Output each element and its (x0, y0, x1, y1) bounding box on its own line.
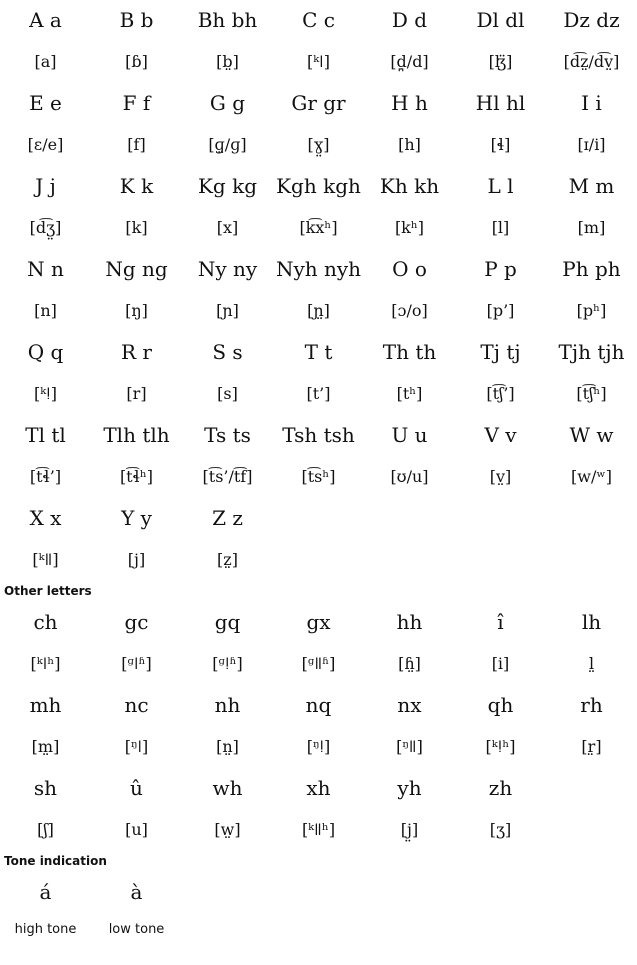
alphabet-letter: F f (122, 91, 151, 115)
alphabet-letter: X x (29, 506, 62, 530)
other-letter-ipa: [r̤] (581, 737, 602, 756)
alphabet-ipa: [t͡sʰ] (301, 467, 336, 486)
tone-label: low tone (108, 922, 165, 937)
other-letter-ipa: [ʒ] (489, 820, 512, 839)
alphabet-ipa: [d͡z̤/d͡v̤] (563, 52, 620, 71)
tone-indication-heading: Tone indication (4, 854, 107, 868)
alphabet-ipa: [ɣ̤] (307, 135, 330, 154)
alphabet-ipa: [t͡ɬʰ] (119, 467, 154, 486)
alphabet-ipa: [ᵏǁ] (32, 550, 59, 569)
alphabet-ipa: [x] (216, 218, 239, 237)
alphabet-letter: I i (581, 91, 602, 115)
other-letter-letter: yh (397, 776, 422, 800)
alphabet-letter: Th th (382, 340, 437, 364)
other-letter-letter: qh (487, 693, 514, 717)
alphabet-ipa: [t’] (306, 384, 331, 403)
empty-cell (546, 809, 637, 851)
alphabet-letter: N n (27, 257, 64, 281)
empty-cell (546, 539, 637, 581)
alphabet-ipa: [ɬ] (490, 135, 511, 154)
alphabet-ipa: [b̤] (216, 52, 239, 71)
alphabet-letter: Kg kg (197, 174, 258, 198)
alphabet-letter: B b (119, 8, 154, 32)
alphabet-letter: Dl dl (476, 8, 525, 32)
alphabet-letter: Tjh tjh (558, 340, 625, 364)
alphabet-ipa: [t͡ʃ’] (486, 384, 515, 403)
alphabet-ipa: [ʊ/u] (390, 467, 429, 486)
other-letter-ipa: l̤ (588, 654, 595, 673)
alphabet-ipa: [v̤] (489, 467, 512, 486)
alphabet-ipa: [h] (398, 135, 421, 154)
other-letter-letter: lh (581, 610, 602, 634)
alphabet-ipa: [r] (126, 384, 147, 403)
alphabet-letter: Dz dz (563, 8, 620, 32)
other-letter-letter: xh (306, 776, 331, 800)
alphabet-ipa: [f] (127, 135, 146, 154)
alphabet-letter: Tj tj (480, 340, 521, 364)
other-letter-ipa: [ᵏǁʰ] (301, 820, 336, 839)
alphabet-ipa: [ɛ/e] (27, 135, 64, 154)
other-letter-letter: û (130, 776, 143, 800)
other-letter-ipa: [ʃ] (37, 820, 54, 839)
empty-cell (546, 768, 637, 809)
alphabet-ipa: [n] (34, 301, 57, 320)
alphabet-ipa: [ɪ/i] (577, 135, 606, 154)
alphabet-letter: Tsh tsh (282, 423, 355, 447)
other-letter-letter: sh (33, 776, 58, 800)
alphabet-ipa: [ɲ] (216, 301, 239, 320)
alphabet-letter: Y y (121, 506, 152, 530)
alphabet-ipa: [ɮ̈] (488, 52, 513, 71)
alphabet-ipa: [kʰ] (394, 218, 425, 237)
alphabet-ipa: [w/ʷ] (571, 467, 612, 486)
alphabet-ipa: [ɔ/o] (391, 301, 428, 320)
alphabet-letter: Ph ph (562, 257, 621, 281)
alphabet-letter: G g (209, 91, 246, 115)
other-letter-ipa: [ᵏǃʰ] (485, 737, 516, 756)
empty-cell (364, 539, 455, 581)
alphabet-letter: A a (29, 8, 62, 32)
empty-cell (455, 498, 546, 539)
other-letter-ipa: [w̤] (214, 820, 241, 839)
tone-mark: à (130, 880, 143, 904)
alphabet-letter: Nyh nyh (275, 257, 362, 281)
alphabet-ipa: [k] (125, 218, 148, 237)
alphabet-letter: Bh bh (197, 8, 258, 32)
alphabet-ipa: [m] (577, 218, 606, 237)
alphabet-letter: T t (304, 340, 333, 364)
other-letter-ipa: [ᶢǃʱ] (212, 654, 243, 673)
alphabet-letter: H h (391, 91, 428, 115)
alphabet-letter: Tlh tlh (103, 423, 170, 447)
other-letter-ipa: [ᵑǁ] (396, 737, 423, 756)
alphabet-ipa: [t͡ʃʰ] (576, 384, 607, 403)
alphabet-ipa: [ŋ] (125, 301, 148, 320)
alphabet-letter: J j (35, 174, 56, 198)
other-letter-letter: hh (396, 610, 423, 634)
alphabet-letter: Ny ny (197, 257, 258, 281)
alphabet-letter: U u (391, 423, 428, 447)
other-letter-letter: nx (397, 693, 422, 717)
other-letter-ipa: [m̤] (31, 737, 60, 756)
alphabet-ipa: [l] (491, 218, 510, 237)
empty-cell (455, 539, 546, 581)
alphabet-ipa: [t͡s’/t͡f] (202, 467, 253, 486)
other-letter-letter: î (497, 610, 504, 634)
alphabet-ipa: [pʰ] (576, 301, 607, 320)
alphabet-letter: R r (121, 340, 152, 364)
alphabet-letter: Tl tl (25, 423, 66, 447)
alphabet-letter: Q q (27, 340, 64, 364)
alphabet-letter: S s (212, 340, 243, 364)
other-letter-letter: ch (33, 610, 58, 634)
other-letter-letter: gc (124, 610, 149, 634)
alphabet-letter: V v (484, 423, 517, 447)
tone-mark: á (39, 880, 52, 904)
empty-cell (273, 539, 364, 581)
alphabet-letter: W w (569, 423, 614, 447)
alphabet-ipa: [ɡ̤/ɡ] (208, 135, 247, 154)
tone-label: high tone (14, 922, 77, 937)
alphabet-letter: Z z (212, 506, 243, 530)
alphabet-ipa: [ɲ̤] (307, 301, 330, 320)
alphabet-ipa: [ᵏǃ] (33, 384, 58, 403)
other-letter-letter: nh (214, 693, 241, 717)
other-letter-ipa: [u] (125, 820, 148, 839)
alphabet-letter: K k (119, 174, 154, 198)
alphabet-letter: L l (487, 174, 514, 198)
tone-indication-grid (0, 872, 637, 947)
alphabet-ipa: [d̪/d] (390, 52, 429, 71)
alphabet-ipa: [j] (127, 550, 146, 569)
alphabet-letter: Hl hl (475, 91, 526, 115)
alphabet-letter: Kgh kgh (276, 174, 361, 198)
other-letter-letter: gx (306, 610, 331, 634)
other-letter-ipa: [ᵏǀʰ] (30, 654, 61, 673)
other-letter-ipa: [ᵑǃ] (306, 737, 331, 756)
other-letter-ipa: [i] (491, 654, 510, 673)
alphabet-letter: Kh kh (379, 174, 440, 198)
alphabet-ipa: [tʰ] (396, 384, 423, 403)
alphabet-letter: Gr gr (291, 91, 346, 115)
empty-cell (273, 498, 364, 539)
alphabet-ipa: [p’] (486, 301, 515, 320)
empty-cell (546, 498, 637, 539)
other-letter-ipa: [ᶢǀʱ] (121, 654, 152, 673)
other-letter-ipa: [ɦ̤] (398, 654, 421, 673)
alphabet-ipa: [s] (217, 384, 238, 403)
empty-cell (364, 498, 455, 539)
alphabet-ipa: [ɓ] (125, 52, 148, 71)
alphabet-letter: D d (391, 8, 428, 32)
alphabet-letter: C c (302, 8, 335, 32)
alphabet-letter: P p (484, 257, 517, 281)
alphabet-ipa: [k͡xʰ] (299, 218, 338, 237)
other-letter-letter: nq (305, 693, 332, 717)
other-letters-grid (0, 602, 637, 851)
other-letter-ipa: [ᵑǀ] (124, 737, 149, 756)
alphabet-ipa: [z̤] (217, 550, 238, 569)
other-letter-ipa: [n̤] (216, 737, 239, 756)
other-letter-letter: rh (580, 693, 603, 717)
alphabet-ipa: [ᵏǀ] (306, 52, 331, 71)
other-letter-letter: mh (29, 693, 62, 717)
other-letter-ipa: [j̤] (400, 820, 419, 839)
other-letters-heading: Other letters (4, 584, 92, 598)
alphabet-ipa: [d͡ʒ̤] (29, 218, 62, 237)
other-letter-letter: zh (488, 776, 513, 800)
other-letter-letter: nc (124, 693, 149, 717)
alphabet-letter: Ts ts (204, 423, 251, 447)
alphabet-ipa: [a] (34, 52, 57, 71)
alphabet-ipa: [t͡ɬ’] (29, 467, 62, 486)
alphabet-letter: M m (568, 174, 615, 198)
alphabet-letter: Ng ng (105, 257, 168, 281)
other-letter-letter: gq (214, 610, 241, 634)
other-letter-letter: wh (212, 776, 243, 800)
other-letter-ipa: [ᶢǁʱ] (301, 654, 336, 673)
alphabet-letter: E e (29, 91, 62, 115)
alphabet-letter: O o (392, 257, 427, 281)
